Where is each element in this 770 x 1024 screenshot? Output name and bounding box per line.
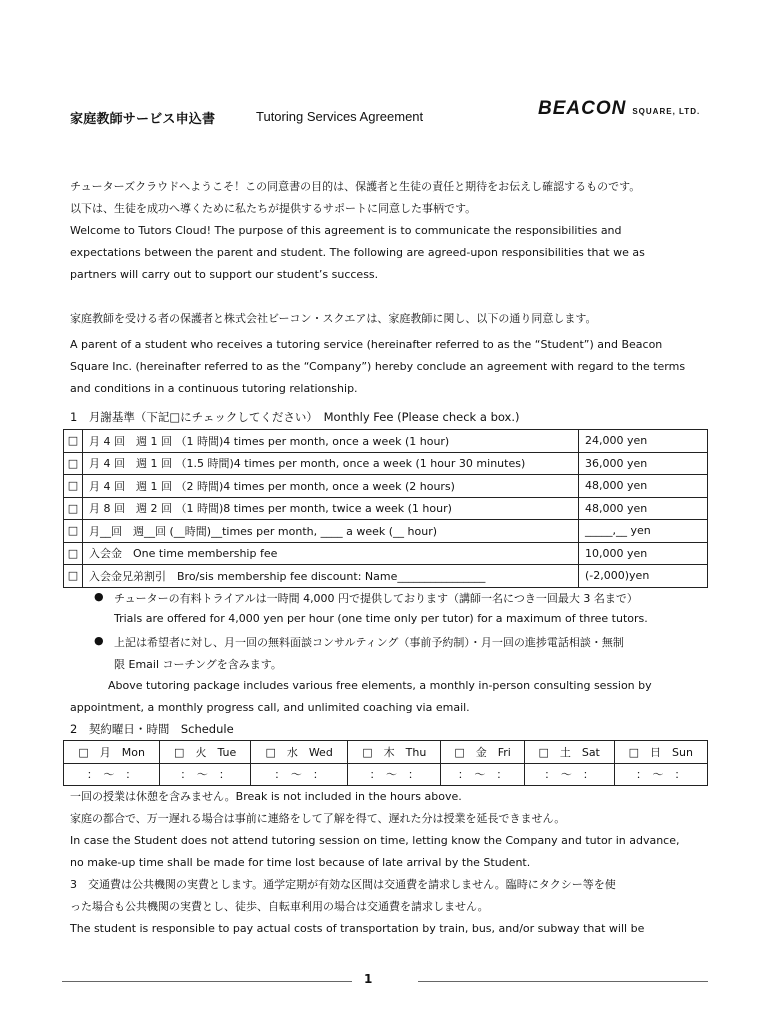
fee-checkbox[interactable]: □ bbox=[64, 497, 83, 520]
footer-rule-left bbox=[62, 981, 352, 982]
schedule-table bbox=[63, 740, 708, 786]
logo-main-text: BEACON bbox=[538, 98, 627, 119]
section3-paragraph bbox=[70, 874, 706, 940]
fee-price: 10,000 yen bbox=[579, 542, 708, 565]
schedule-note-line: 家庭の都合で、万一遅れる場合は事前に連絡をして了解を得て、遅れた分は授業を延長できません。 bbox=[70, 812, 566, 825]
agreement-paragraph bbox=[70, 308, 706, 400]
fee-row bbox=[64, 475, 708, 498]
intro-paragraph bbox=[70, 176, 706, 286]
fee-row bbox=[64, 520, 708, 543]
package-note-ja-1: 上記は希望者に対し、月一回の無料面談コンサルティング（事前予約制）・月一回の進捗電話相談・無制 bbox=[114, 636, 624, 649]
section3-line: った場合も公共機関の実費とし、徒歩、自転車利用の場合は交通費を請求しません。 bbox=[70, 900, 489, 913]
schedule-days-row bbox=[64, 741, 708, 764]
fee-row bbox=[64, 452, 708, 475]
schedule-note-line: no make-up time shall be made for time lost because of late arrival by the Student. bbox=[70, 856, 531, 869]
bullet-icon: ● bbox=[94, 590, 104, 603]
day-thu[interactable]: □ 木 Thu bbox=[348, 741, 441, 764]
time-sat[interactable]: ： ～ ： bbox=[524, 763, 614, 786]
day-wed[interactable]: □ 水 Wed bbox=[250, 741, 347, 764]
fee-checkbox[interactable]: □ bbox=[64, 542, 83, 565]
fee-description: 月__回 週__回 (__時間)__times per month, ____ a week (__ hour) bbox=[83, 520, 579, 543]
time-tue[interactable]: ： ～ ： bbox=[160, 763, 251, 786]
time-wed[interactable]: ： ～ ： bbox=[250, 763, 347, 786]
fee-price: 36,000 yen bbox=[579, 452, 708, 475]
section3-line: The student is responsible to pay actual costs of transportation by train, bus, and/or subway that will be bbox=[70, 922, 645, 935]
fee-description: 月 4 回 週 1 回 （1 時間)4 times per month, once a week (1 hour) bbox=[83, 430, 579, 453]
fee-price: 24,000 yen bbox=[579, 430, 708, 453]
fee-checkbox[interactable]: □ bbox=[64, 565, 83, 588]
fee-description: 月 4 回 週 1 回 （1.5 時間)4 times per month, once a week (1 hour 30 minutes) bbox=[83, 452, 579, 475]
logo-sub-text: SQUARE, LTD. bbox=[632, 107, 701, 116]
monthly-fee-table bbox=[63, 429, 708, 588]
fee-description: 月 8 回 週 2 回 （1 時間)8 times per month, twice a week (1 hour) bbox=[83, 497, 579, 520]
fee-description: 入会金 One time membership fee bbox=[83, 542, 579, 565]
bullet-icon: ● bbox=[94, 634, 104, 647]
fee-price: _____,__ yen bbox=[579, 520, 708, 543]
schedule-note-line: In case the Student does not attend tutoring session on time, letting know the Company and tutor in advance, bbox=[70, 834, 680, 847]
page-footer bbox=[0, 972, 770, 992]
schedule-times-row bbox=[64, 763, 708, 786]
section1-heading: 1 月謝基準（下記□にチェックしてください） Monthly Fee (Please check a box.) bbox=[70, 410, 520, 424]
intro-line: Welcome to Tutors Cloud! The purpose of this agreement is to communicate the responsibilities and bbox=[70, 224, 622, 237]
day-sun[interactable]: □ 日 Sun bbox=[614, 741, 707, 764]
day-mon[interactable]: □ 月 Mon bbox=[64, 741, 160, 764]
agreement-line: and conditions in a continuous tutoring relationship. bbox=[70, 382, 358, 395]
fee-row bbox=[64, 565, 708, 588]
document-header bbox=[70, 98, 710, 132]
time-thu[interactable]: ： ～ ： bbox=[348, 763, 441, 786]
time-fri[interactable]: ： ～ ： bbox=[441, 763, 524, 786]
intro-line: expectations between the parent and student. The following are agreed-upon responsibilities that we as bbox=[70, 246, 645, 259]
fee-checkbox[interactable]: □ bbox=[64, 452, 83, 475]
section3-line: 3 交通費は公共機関の実費とします。通学定期が有効な区間は交通費を請求しません。臨時にタクシー等を使 bbox=[70, 878, 616, 891]
intro-line: 以下は、生徒を成功へ導くために私たちが提供するサポートに同意した事柄です。 bbox=[70, 202, 477, 215]
schedule-notes bbox=[70, 786, 706, 874]
fee-row bbox=[64, 542, 708, 565]
time-mon[interactable]: ： ～ ： bbox=[64, 763, 160, 786]
fee-description: 入会金兄弟割引 Bro/sis membership fee discount: Name________________ bbox=[83, 565, 579, 588]
fee-checkbox[interactable]: □ bbox=[64, 475, 83, 498]
package-note-ja-2: 限 Email コーチングを含みます。 bbox=[114, 658, 282, 671]
section2-heading: 2 契約曜日・時間 Schedule bbox=[70, 722, 234, 736]
fee-price: 48,000 yen bbox=[579, 475, 708, 498]
agreement-line: 家庭教師を受ける者の保護者と株式会社ビーコン・スクエアは、家庭教師に関し、以下の通り同意します。 bbox=[70, 312, 597, 325]
fee-row bbox=[64, 497, 708, 520]
day-fri[interactable]: □ 金 Fri bbox=[441, 741, 524, 764]
intro-line: partners will carry out to support our student’s success. bbox=[70, 268, 379, 281]
intro-line: チューターズクラウドへようこそ！この同意書の目的は、保護者と生徒の責任と期待をお伝えし確認するものです。 bbox=[70, 180, 641, 193]
agreement-line: Square Inc. (hereinafter referred to as the “Company”) hereby conclude an agreement with regard to the terms bbox=[70, 360, 686, 373]
beacon-logo bbox=[538, 98, 700, 120]
package-note-en-1: Above tutoring package includes various free elements, a monthly in-person consulting session by bbox=[108, 679, 652, 692]
trial-note-en: Trials are offered for 4,000 yen per hour (one time only per tutor) for a maximum of three tutors. bbox=[114, 612, 648, 625]
day-tue[interactable]: □ 火 Tue bbox=[160, 741, 251, 764]
fee-price: (-2,000)yen bbox=[579, 565, 708, 588]
title-english: Tutoring Services Agreement bbox=[256, 109, 424, 124]
fee-row bbox=[64, 430, 708, 453]
schedule-note-line: 一回の授業は休憩を含みません。Break is not included in the hours above. bbox=[70, 790, 462, 803]
title-japanese: 家庭教師サービス申込書 bbox=[70, 112, 216, 127]
fee-price: 48,000 yen bbox=[579, 497, 708, 520]
fee-checkbox[interactable]: □ bbox=[64, 430, 83, 453]
agreement-line: A parent of a student who receives a tutoring service (hereinafter referred to as the “Student”) and Beacon bbox=[70, 338, 663, 351]
footer-rule-right bbox=[418, 981, 708, 982]
page-number: 1 bbox=[364, 972, 373, 986]
fee-checkbox[interactable]: □ bbox=[64, 520, 83, 543]
fee-description: 月 4 回 週 1 回 （2 時間)4 times per month, once a week (2 hours) bbox=[83, 475, 579, 498]
time-sun[interactable]: ： ～ ： bbox=[614, 763, 707, 786]
trial-note-ja: チューターの有料トライアルは一時間 4,000 円で提供しております（講師一名につき一回最大 3 名まで） bbox=[114, 592, 638, 605]
package-note-en-2: appointment, a monthly progress call, and unlimited coaching via email. bbox=[70, 701, 470, 714]
day-sat[interactable]: □ 土 Sat bbox=[524, 741, 614, 764]
